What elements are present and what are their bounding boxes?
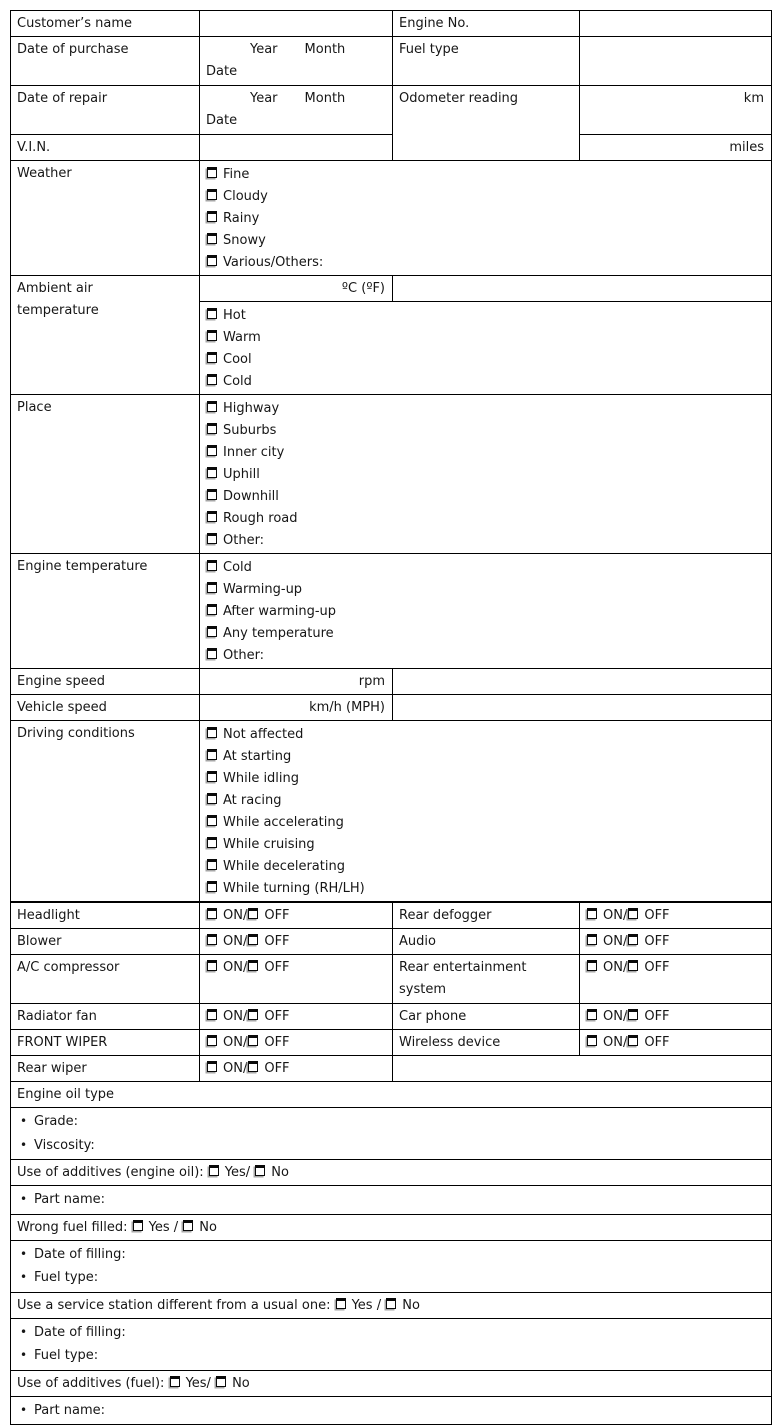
label-ambient-air-temperature — [11, 276, 200, 395]
checkbox-icon[interactable] — [255, 1165, 265, 1176]
ambient-unit-label: ºC (ºF) — [200, 276, 393, 302]
option-label: While decelerating — [223, 859, 345, 874]
inline-text: ON/ — [603, 908, 628, 923]
headlight-on-off — [200, 902, 393, 929]
repair-questionnaire-form — [10, 10, 772, 1425]
label-odometer-reading: Odometer reading — [393, 86, 580, 161]
bullet-item — [17, 1134, 765, 1158]
checkbox-option — [206, 623, 765, 645]
checkbox-option — [206, 486, 765, 508]
label-rear-wiper: Rear wiper — [11, 1056, 200, 1082]
inline-text: OFF — [644, 934, 670, 949]
checkbox-icon[interactable] — [207, 582, 217, 593]
option-label: Other: — [223, 648, 265, 663]
inline-text: OFF — [264, 1035, 290, 1050]
inline-text: ON/ — [223, 934, 248, 949]
checkbox-icon[interactable] — [587, 908, 597, 919]
month-label: Month — [304, 91, 346, 106]
bullet-icon: • — [20, 1324, 28, 1339]
checkbox-option — [206, 768, 765, 790]
inline-text: OFF — [264, 1009, 290, 1024]
row-filling-details-2[interactable] — [11, 1318, 772, 1370]
bullet-label: Grade: — [34, 1114, 79, 1129]
inline-text: Use of additives (engine oil): — [17, 1165, 208, 1180]
option-label: Fine — [223, 167, 250, 182]
option-label: At racing — [223, 793, 282, 808]
bullet-icon: • — [20, 1348, 28, 1362]
radiator-fan-on-off — [200, 1004, 393, 1030]
checkbox-icon[interactable] — [207, 560, 217, 571]
checkbox-icon[interactable] — [386, 1298, 396, 1309]
checkbox-icon[interactable] — [207, 727, 217, 738]
checkbox-icon[interactable] — [207, 374, 217, 385]
option-label: Various/Others: — [223, 255, 324, 270]
checkbox-option — [206, 186, 765, 208]
option-label: Rough road — [223, 511, 298, 526]
label-wireless-device: Wireless device — [393, 1030, 580, 1056]
checkbox-icon[interactable] — [248, 1009, 258, 1020]
bullet-icon: • — [20, 1114, 28, 1128]
checkbox-option — [206, 305, 765, 327]
option-label: While cruising — [223, 837, 315, 852]
bullet-item — [17, 1399, 765, 1423]
bullet-item — [17, 1344, 765, 1368]
bullet-icon: • — [20, 1270, 28, 1284]
option-label: Snowy — [223, 233, 266, 248]
checkbox-option — [206, 856, 765, 878]
row-additives-engine-oil — [11, 1160, 772, 1186]
checkbox-icon[interactable] — [207, 489, 217, 500]
inline-text: OFF — [264, 1061, 290, 1076]
blower-on-off — [200, 929, 393, 955]
option-label: Highway — [223, 401, 280, 416]
form-table — [10, 10, 772, 1425]
checkbox-icon[interactable] — [207, 467, 217, 478]
checkbox-icon[interactable] — [207, 859, 217, 870]
checkbox-icon[interactable] — [207, 533, 217, 544]
inline-text: No — [402, 1297, 420, 1313]
label-vehicle-speed: Vehicle speed — [11, 695, 200, 721]
checkbox-option — [206, 420, 765, 442]
checkbox-option — [206, 371, 765, 393]
checkbox-icon[interactable] — [170, 1376, 180, 1387]
row-part-name-oil[interactable] — [11, 1186, 772, 1215]
inline-text: ON/ — [223, 1035, 248, 1050]
driving-conditions-options — [200, 721, 772, 903]
inline-text: Yes / — [351, 1297, 386, 1313]
bullet-item — [17, 1266, 765, 1290]
option-label: Rainy — [223, 211, 260, 226]
engine-temperature-options — [200, 554, 772, 669]
bullet-label: Part name: — [34, 1402, 106, 1418]
inline-text: ON/ — [603, 960, 628, 975]
label-radiator-fan: Radiator fan — [11, 1004, 200, 1030]
vin-value-cell[interactable] — [200, 135, 393, 161]
option-label: Cool — [223, 352, 252, 367]
checkbox-option — [206, 834, 765, 856]
bullet-icon: • — [20, 1402, 28, 1417]
inline-text: ON/ — [603, 934, 628, 949]
inline-text: No — [232, 1375, 250, 1391]
row-service-station — [11, 1292, 772, 1318]
checkbox-option — [206, 812, 765, 834]
option-label: Other: — [223, 533, 265, 548]
ymd-line2 — [206, 61, 386, 83]
checkbox-option — [206, 208, 765, 230]
inline-text: OFF — [264, 908, 290, 923]
ambient-value-cell[interactable] — [393, 276, 772, 302]
date-label: Date — [206, 113, 238, 128]
checkbox-icon[interactable] — [587, 1035, 597, 1046]
option-label: Not affected — [223, 727, 304, 742]
label-car-phone: Car phone — [393, 1004, 580, 1030]
inline-text: OFF — [644, 960, 670, 975]
checkbox-icon[interactable] — [248, 960, 258, 971]
checkbox-icon[interactable] — [209, 1165, 219, 1176]
row-wrong-fuel-filled — [11, 1214, 772, 1240]
inline-text: ON/ — [223, 1009, 248, 1024]
label-engine-temperature: Engine temperature — [11, 554, 200, 669]
option-label: Inner city — [223, 445, 285, 460]
checkbox-icon[interactable] — [207, 1061, 217, 1072]
label-ac-compressor: A/C compressor — [11, 955, 200, 1004]
wireless-device-on-off — [580, 1030, 772, 1056]
checkbox-icon[interactable] — [587, 960, 597, 971]
label-driving-conditions: Driving conditions — [11, 721, 200, 903]
option-label: Hot — [223, 308, 246, 323]
checkbox-option — [206, 790, 765, 812]
inline-text: ON/ — [603, 1035, 628, 1050]
option-label: Uphill — [223, 467, 260, 482]
inline-text: OFF — [264, 960, 290, 975]
label-audio: Audio — [393, 929, 580, 955]
option-label: Cloudy — [223, 189, 268, 204]
ymd-line1 — [206, 88, 386, 110]
audio-on-off — [580, 929, 772, 955]
checkbox-option — [206, 442, 765, 464]
label-customers-name: Customer’s name — [11, 11, 200, 37]
checkbox-icon[interactable] — [628, 960, 638, 971]
option-label: Cold — [223, 374, 252, 389]
label-rear-entertainment-system — [393, 955, 580, 1004]
row-engine-oil-type: Engine oil type — [11, 1082, 772, 1108]
option-label: Suburbs — [223, 423, 277, 438]
vehicle-speed-value-cell[interactable] — [393, 695, 772, 721]
ambient-label-text: Ambient air temperature — [17, 281, 99, 318]
front-wiper-on-off — [200, 1030, 393, 1056]
ac-compressor-on-off — [200, 955, 393, 1004]
engine-speed-value-cell[interactable] — [393, 669, 772, 695]
checkbox-icon[interactable] — [207, 308, 217, 319]
checkbox-icon[interactable] — [207, 881, 217, 892]
checkbox-icon[interactable] — [207, 233, 217, 244]
option-label: Any temperature — [223, 626, 334, 641]
bullet-label: Fuel type: — [34, 1348, 99, 1363]
date-of-repair-field[interactable] — [200, 86, 393, 135]
checkbox-icon[interactable] — [207, 749, 217, 760]
ambient-options — [200, 302, 772, 395]
checkbox-icon[interactable] — [628, 908, 638, 919]
option-label: Cold — [223, 560, 252, 575]
checkbox-icon[interactable] — [587, 1009, 597, 1020]
engine-no-value-cell[interactable] — [580, 11, 772, 37]
checkbox-icon[interactable] — [248, 1035, 258, 1046]
inline-text: Wrong fuel filled: — [17, 1219, 132, 1235]
checkbox-icon[interactable] — [207, 211, 217, 222]
checkbox-icon[interactable] — [207, 1035, 217, 1046]
checkbox-icon[interactable] — [207, 908, 217, 919]
label-headlight: Headlight — [11, 902, 200, 929]
rear-defogger-on-off — [580, 902, 772, 929]
checkbox-option — [206, 724, 765, 746]
checkbox-icon[interactable] — [183, 1220, 193, 1231]
checkbox-option — [206, 508, 765, 530]
inline-text: No — [199, 1219, 217, 1235]
label-date-of-repair: Date of repair — [11, 86, 200, 135]
checkbox-icon[interactable] — [207, 793, 217, 804]
row-grade-viscosity[interactable] — [11, 1108, 772, 1160]
label-rear-defogger: Rear defogger — [393, 902, 580, 929]
checkbox-icon[interactable] — [248, 1061, 258, 1072]
option-label: Warming-up — [223, 582, 303, 597]
inline-text: OFF — [644, 1009, 670, 1024]
checkbox-option — [206, 557, 765, 579]
checkbox-icon[interactable] — [207, 167, 217, 178]
checkbox-icon[interactable] — [587, 934, 597, 945]
checkbox-option — [206, 398, 765, 420]
checkbox-option — [206, 164, 765, 186]
engine-speed-unit-label: rpm — [200, 669, 393, 695]
row-additives-fuel — [11, 1370, 772, 1396]
inline-text: No — [271, 1165, 289, 1180]
year-label: Year — [250, 91, 278, 106]
inline-text: ON/ — [223, 960, 248, 975]
option-label: At starting — [223, 749, 292, 764]
checkbox-icon[interactable] — [207, 445, 217, 456]
inline-text: ON/ — [223, 908, 248, 923]
checkbox-icon[interactable] — [207, 837, 217, 848]
inline-text: Yes / — [148, 1219, 183, 1235]
odometer-km-cell[interactable]: km — [580, 86, 772, 135]
checkbox-icon[interactable] — [207, 511, 217, 522]
row-filling-details-1[interactable] — [11, 1240, 772, 1292]
bullet-icon: • — [20, 1137, 28, 1152]
bullet-label: Fuel type: — [34, 1270, 99, 1285]
date-of-purchase-field[interactable] — [200, 37, 393, 86]
label-engine-no: Engine No. — [393, 11, 580, 37]
bullet-label: Viscosity: — [34, 1137, 95, 1153]
inline-text: OFF — [644, 908, 670, 923]
checkbox-icon[interactable] — [207, 960, 217, 971]
label-front-wiper: FRONT WIPER — [11, 1030, 200, 1056]
label-engine-speed: Engine speed — [11, 669, 200, 695]
checkbox-icon[interactable] — [133, 1220, 143, 1231]
rear-entertainment-on-off — [580, 955, 772, 1004]
vehicle-speed-unit-label: km/h (MPH) — [200, 695, 393, 721]
place-options — [200, 395, 772, 554]
odometer-miles-cell[interactable]: miles — [580, 135, 772, 161]
checkbox-icon[interactable] — [207, 423, 217, 434]
checkbox-icon[interactable] — [207, 934, 217, 945]
option-label: While turning (RH/LH) — [223, 881, 365, 896]
checkbox-icon[interactable] — [628, 1035, 638, 1046]
label-blower: Blower — [11, 929, 200, 955]
weather-options — [200, 161, 772, 276]
checkbox-icon[interactable] — [248, 908, 258, 919]
option-label: Downhill — [223, 489, 279, 504]
checkbox-icon[interactable] — [207, 626, 217, 637]
date-label: Date — [206, 64, 238, 79]
checkbox-option — [206, 601, 765, 623]
ymd-line1 — [206, 39, 386, 61]
bullet-label: Date of filling: — [34, 1324, 126, 1340]
inline-text: ON/ — [603, 1009, 628, 1024]
label-vin: V.I.N. — [11, 135, 200, 161]
inline-text: OFF — [264, 934, 290, 949]
checkbox-option — [206, 349, 765, 371]
checkbox-icon[interactable] — [216, 1376, 226, 1387]
rear-wiper-on-off — [200, 1056, 393, 1082]
bullet-item — [17, 1321, 765, 1345]
checkbox-icon[interactable] — [207, 815, 217, 826]
label-weather: Weather — [11, 161, 200, 276]
checkbox-icon[interactable] — [207, 1009, 217, 1020]
checkbox-icon[interactable] — [207, 255, 217, 266]
checkbox-option — [206, 579, 765, 601]
car-phone-on-off — [580, 1004, 772, 1030]
checkbox-icon[interactable] — [207, 771, 217, 782]
checkbox-option — [206, 252, 765, 274]
checkbox-option — [206, 878, 765, 900]
bullet-label: Part name: — [34, 1192, 106, 1207]
checkbox-option — [206, 645, 765, 667]
checkbox-icon[interactable] — [207, 352, 217, 363]
checkbox-icon[interactable] — [336, 1298, 346, 1309]
option-label: While idling — [223, 771, 300, 786]
bullet-icon: • — [20, 1246, 28, 1261]
checkbox-option — [206, 230, 765, 252]
checkbox-icon[interactable] — [207, 330, 217, 341]
checkbox-icon[interactable] — [248, 934, 258, 945]
inline-text: OFF — [644, 1035, 670, 1050]
bullet-item — [17, 1110, 765, 1134]
option-label: While accelerating — [223, 815, 344, 830]
rear-entertainment-label-text: Rear entertainment system — [399, 960, 527, 997]
label-place: Place — [11, 395, 200, 554]
inline-text: Yes/ — [224, 1165, 255, 1180]
checkbox-icon[interactable] — [628, 934, 638, 945]
option-label: Warm — [223, 330, 261, 345]
fuel-type-value-cell[interactable] — [580, 37, 772, 86]
bullet-icon: • — [20, 1192, 28, 1206]
checkbox-option — [206, 327, 765, 349]
ymd-line2 — [206, 110, 386, 132]
label-date-of-purchase: Date of purchase — [11, 37, 200, 86]
checkbox-icon[interactable] — [207, 604, 217, 615]
row-part-name-fuel[interactable] — [11, 1396, 772, 1425]
month-label: Month — [304, 42, 346, 57]
customers-name-value-cell[interactable] — [200, 11, 393, 37]
inline-text: Yes/ — [185, 1375, 216, 1391]
label-fuel-type: Fuel type — [393, 37, 580, 86]
checkbox-icon[interactable] — [207, 401, 217, 412]
checkbox-option — [206, 746, 765, 768]
bullet-item — [17, 1188, 765, 1212]
bullet-label: Date of filling: — [34, 1246, 126, 1262]
checkbox-option — [206, 530, 765, 552]
option-label: After warming-up — [223, 604, 337, 619]
bullet-item — [17, 1243, 765, 1267]
year-label: Year — [250, 42, 278, 57]
inline-text: Use of additives (fuel): — [17, 1375, 169, 1391]
checkbox-icon[interactable] — [207, 648, 217, 659]
checkbox-option — [206, 464, 765, 486]
checkbox-icon[interactable] — [207, 189, 217, 200]
checkbox-icon[interactable] — [628, 1009, 638, 1020]
inline-text: Use a service station different from a usual one: — [17, 1297, 335, 1313]
inline-text: ON/ — [223, 1061, 248, 1076]
rear-wiper-empty-cell[interactable] — [393, 1056, 772, 1082]
